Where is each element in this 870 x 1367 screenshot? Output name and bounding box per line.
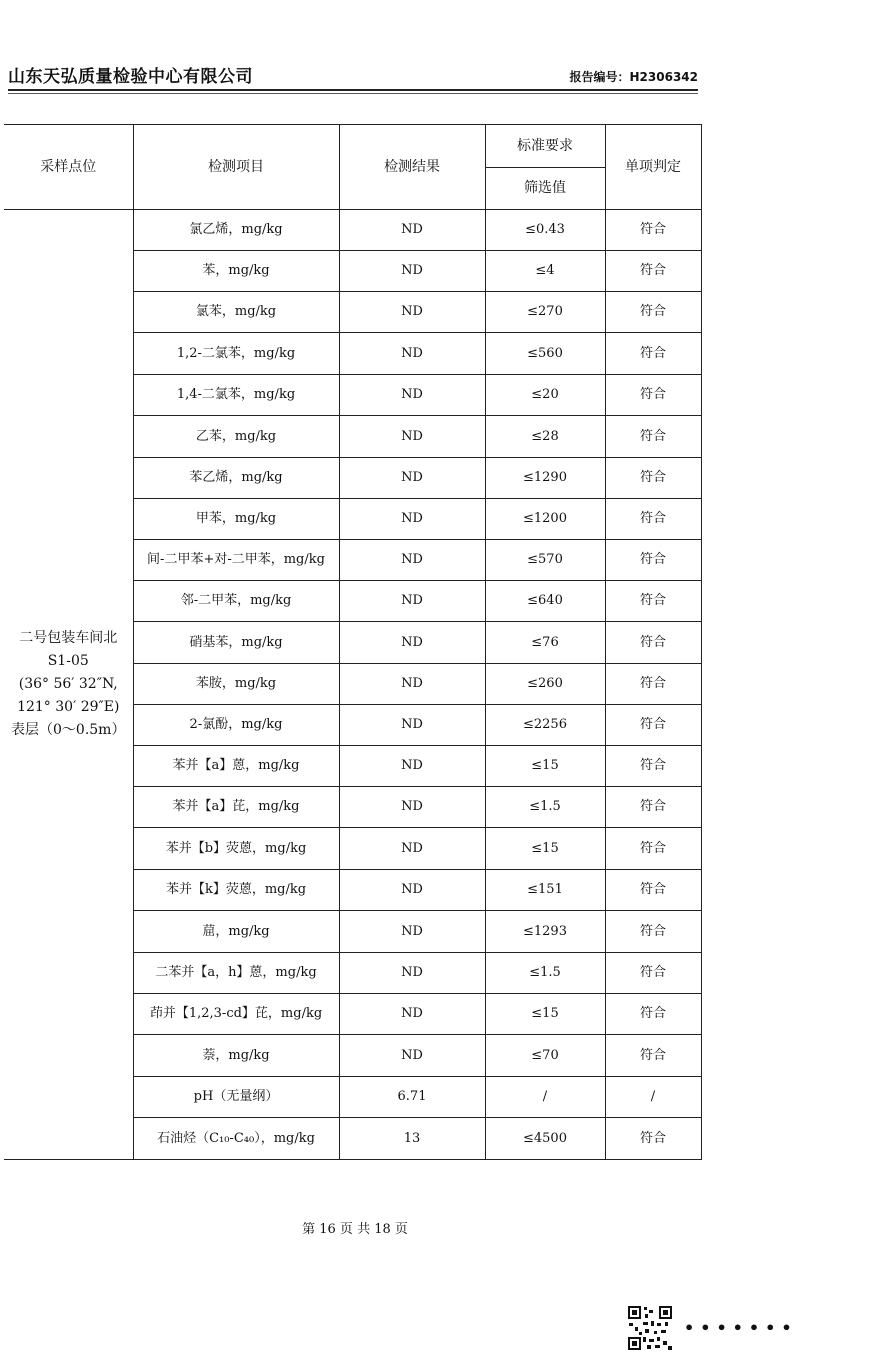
judgement-cell: 符合 [605,787,701,828]
test-item-cell: 邻-二甲苯，mg/kg [133,581,339,622]
result-cell: ND [339,953,485,994]
test-item-cell: 苯并【k】荧蒽，mg/kg [133,870,339,911]
judgement-cell: 符合 [605,622,701,664]
standard-cell: ≤15 [485,828,605,870]
result-cell: ND [339,994,485,1035]
judgement-cell: 符合 [605,870,701,911]
header-site: 采样点位 [4,125,133,210]
standard-cell: ≤28 [485,416,605,458]
result-cell: ND [339,458,485,499]
result-cell: 13 [339,1118,485,1160]
test-item-cell: 1,4-二氯苯，mg/kg [133,375,339,416]
judgement-cell: 符合 [605,416,701,458]
standard-cell: ≤151 [485,870,605,911]
result-cell: ND [339,664,485,705]
result-cell: ND [339,911,485,953]
result-cell: ND [339,375,485,416]
test-item-cell: 2-氯酚，mg/kg [133,705,339,746]
result-cell: ND [339,705,485,746]
result-cell: ND [339,746,485,787]
test-item-cell: 氯苯，mg/kg [133,292,339,333]
judgement-cell: 符合 [605,911,701,953]
report-header [8,62,698,94]
result-cell: ND [339,1035,485,1077]
standard-cell: ≤0.43 [485,210,605,251]
standard-cell: ≤1293 [485,911,605,953]
test-item-cell: 二苯并【a，h】蒽，mg/kg [133,953,339,994]
result-cell: ND [339,210,485,251]
sampling-site-line: S1-05 [47,653,89,669]
test-item-cell: 苯并【a】芘，mg/kg [133,787,339,828]
result-cell: ND [339,251,485,292]
result-cell: ND [339,333,485,375]
result-cell: ND [339,581,485,622]
test-item-cell: 1,2-二氯苯，mg/kg [133,333,339,375]
judgement-cell: 符合 [605,540,701,581]
table-row [4,210,701,251]
result-cell: ND [339,787,485,828]
test-item-cell: 茚并【1,2,3-cd】芘，mg/kg [133,994,339,1035]
test-item-cell: 䓛，mg/kg [133,911,339,953]
test-item-cell: 苯并【b】荧蒽，mg/kg [133,828,339,870]
header-item: 检测项目 [133,125,339,210]
standard-cell: ≤560 [485,333,605,375]
judgement-cell: 符合 [605,458,701,499]
sampling-site-line: 二号包装车间北 [19,630,118,646]
standard-cell: ≤20 [485,375,605,416]
test-item-cell: 乙苯，mg/kg [133,416,339,458]
judgement-cell: / [605,1077,701,1118]
standard-cell: ≤1290 [485,458,605,499]
standard-cell: ≤1.5 [485,953,605,994]
judgement-cell: 符合 [605,251,701,292]
standard-cell: ≤2256 [485,705,605,746]
standard-cell: ≤270 [485,292,605,333]
standard-cell: ≤640 [485,581,605,622]
test-item-cell: 苯乙烯，mg/kg [133,458,339,499]
result-cell: ND [339,870,485,911]
company-name: 山东天弘质量检验中心有限公司 [8,67,253,87]
judgement-cell: 符合 [605,746,701,787]
standard-cell: / [485,1077,605,1118]
report-number: 报告编号：H2306342 [569,70,698,84]
header-result: 检测结果 [339,125,485,210]
result-cell: ND [339,622,485,664]
sampling-site-line: 表层（0～0.5m） [11,722,126,738]
judgement-cell: 符合 [605,292,701,333]
standard-cell: ≤570 [485,540,605,581]
table-header-row [4,125,701,168]
standard-cell: ≤260 [485,664,605,705]
judgement-cell: 符合 [605,499,701,540]
header-judgement: 单项判定 [605,125,701,210]
standard-cell: ≤70 [485,1035,605,1077]
test-item-cell: 苯，mg/kg [133,251,339,292]
judgement-cell: 符合 [605,953,701,994]
header-divider [8,89,698,91]
result-cell: ND [339,828,485,870]
sampling-site-line: 121° 30′ 29″E) [17,699,120,715]
test-item-cell: 石油烃（C₁₀-C₄₀），mg/kg [133,1118,339,1160]
sampling-site-line: (36° 56′ 32″N, [18,676,118,692]
result-cell: ND [339,292,485,333]
standard-cell: ≤1200 [485,499,605,540]
test-item-cell: 苯胺，mg/kg [133,664,339,705]
judgement-cell: 符合 [605,994,701,1035]
result-cell: ND [339,499,485,540]
judgement-cell: 符合 [605,1118,701,1160]
test-item-cell: 苯并【a】蒽，mg/kg [133,746,339,787]
judgement-cell: 符合 [605,333,701,375]
result-cell: 6.71 [339,1077,485,1118]
standard-cell: ≤4500 [485,1118,605,1160]
judgement-cell: 符合 [605,664,701,705]
result-cell: ND [339,416,485,458]
standard-cell: ≤76 [485,622,605,664]
judgement-cell: 符合 [605,581,701,622]
header-screening-value: 筛选值 [485,167,605,210]
page-number: 第 16 页 共 18 页 [302,1222,408,1237]
header-divider-thin [8,93,698,94]
qr-code-icon [627,1305,673,1351]
test-item-cell: 甲苯，mg/kg [133,499,339,540]
standard-cell: ≤15 [485,746,605,787]
sampling-site-cell [4,210,133,1160]
result-cell: ND [339,540,485,581]
judgement-cell: 符合 [605,828,701,870]
standard-cell: ≤1.5 [485,787,605,828]
standard-cell: ≤15 [485,994,605,1035]
test-item-cell: 硝基苯，mg/kg [133,622,339,664]
judgement-cell: 符合 [605,375,701,416]
test-item-cell: 萘，mg/kg [133,1035,339,1077]
judgement-cell: 符合 [605,705,701,746]
test-results-table [4,124,702,1160]
test-item-cell: 间-二甲苯+对-二甲苯，mg/kg [133,540,339,581]
test-item-cell: 氯乙烯，mg/kg [133,210,339,251]
header-standard: 标准要求 [485,125,605,168]
decorative-dots: ••••••• [684,1318,798,1337]
standard-cell: ≤4 [485,251,605,292]
test-item-cell: pH（无量纲） [133,1077,339,1118]
judgement-cell: 符合 [605,1035,701,1077]
judgement-cell: 符合 [605,210,701,251]
